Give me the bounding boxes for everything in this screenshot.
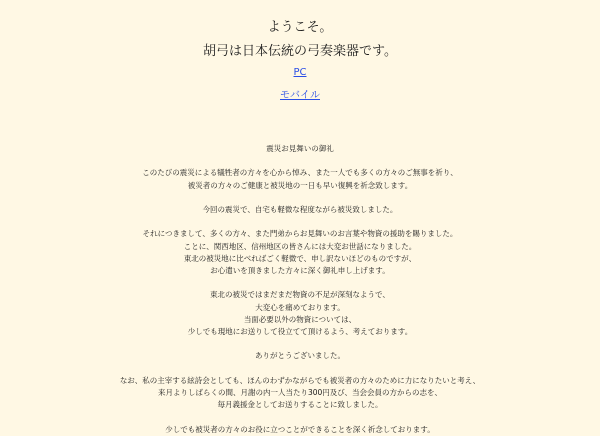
spacer	[0, 363, 600, 375]
condolence-message	[0, 143, 600, 436]
message-line: お心遣いを頂きました方々に深く御礼申し上げます。	[210, 265, 390, 275]
pc-link[interactable]: PC	[293, 67, 307, 78]
spacer	[0, 277, 600, 289]
message-line: このたびの震災による犠牲者の方々を心から悼み、また一人でも多くの方々のご無事を祈り、	[142, 168, 458, 178]
message-line: それにつきまして、多くの方々、また門弟からお見舞いのお言葉や物資の援助を賜りました。	[142, 229, 458, 239]
message-title: 震災お見舞いの御礼	[266, 144, 334, 153]
spacer	[0, 216, 600, 228]
message-line: 被災者の方々のご健康と被災地の一日も早い復興を祈念致します。	[187, 180, 413, 190]
message-line: 少しでも被災者の方々のお役に立つことができることを深く祈念しております。	[165, 424, 435, 434]
spacer	[0, 411, 600, 423]
message-line: ありがとうございました。	[255, 351, 345, 361]
spacer	[0, 338, 600, 350]
message-line: ことに、関西地区、信州地区の皆さんには大変お世話になりました。	[183, 241, 417, 251]
mobile-link[interactable]: モバイル	[280, 90, 320, 101]
spacer	[0, 155, 600, 167]
message-line: 来月よりしばらくの間、月謝の内一人当たり300円及び、当会会員の方からの志を、	[157, 387, 442, 397]
spacer	[0, 192, 600, 204]
message-line: 東北の被災ではまだまだ物資の不足が深刻なようで、	[210, 290, 390, 300]
message-line: 当面必要以外の物資については、	[243, 314, 357, 324]
message-line: 毎月義援金としてお送りすることに致しました。	[217, 400, 383, 410]
mobile-link-row	[0, 86, 600, 101]
message-line: 大変心を痛めております。	[255, 302, 345, 312]
message-line: 東北の被災地に比べればごく軽微で、申し訳ないほどのものですが、	[183, 253, 417, 263]
pc-link-row	[0, 67, 600, 78]
intro-heading: 胡弓は日本伝統の弓奏楽器です。	[203, 44, 397, 59]
welcome-heading: ようこそ。	[267, 20, 333, 35]
message-line: 今回の震災で、自宅も軽微な程度ながら被災致しました。	[202, 204, 398, 214]
message-line: 少しでも現地にお送りして役立てて頂けるよう、考えております。	[187, 326, 413, 336]
message-line: なお、私の主宰する絃詩会としても、ほんのわずかながらでも被災者の方々のために力になりたいと考え、	[119, 375, 481, 385]
